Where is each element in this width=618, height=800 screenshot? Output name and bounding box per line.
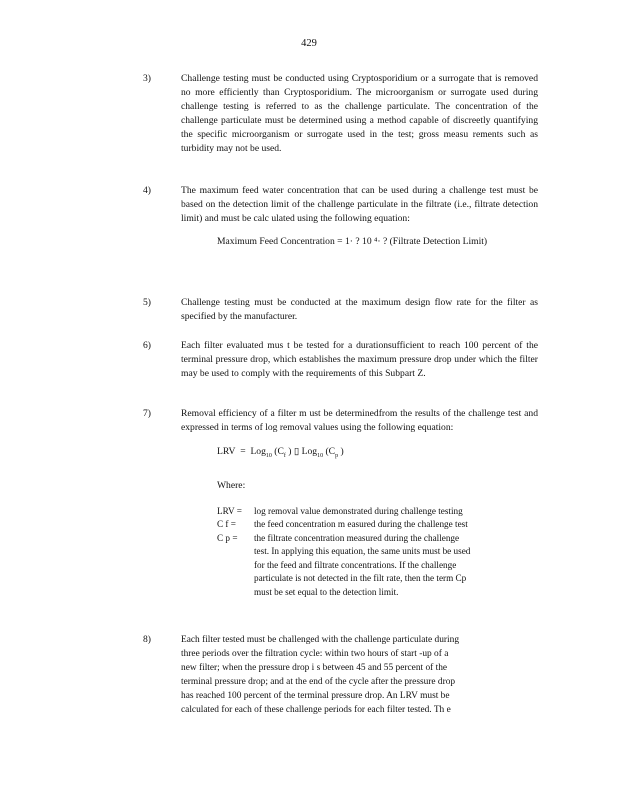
definition-note-line: must be set equal to the detection limit. [254, 586, 399, 597]
definition-term: LRV = [217, 505, 242, 516]
definition-desc: log removal value demonstrated during challenge testing [254, 505, 463, 516]
page-number: 429 [301, 38, 317, 49]
item-number: 8) [143, 634, 151, 645]
lrv-equation: LRV = Log$_{10}$ ($C_f$ ) ▯ Log$_{10}$ ($C_p$ ) [217, 446, 344, 459]
text-line: new filter; when the pressure drop i s between 45 and 55 percent of the [181, 663, 448, 673]
item-number: 5) [143, 297, 151, 308]
item-text: Challenge testing must be conducted at the maximum design flow rate for the filter as specified by the manufacturer. [181, 297, 538, 322]
text-line: has reached 100 percent of the terminal pressure drop. An LRV must be [181, 691, 450, 701]
item-number: 7) [143, 408, 151, 419]
item-text: The maximum feed water concentration that can be used during a challenge test must be based on the detection limit of the challenge particulate in the filtrate (i.e., filtrate detection limit) and must be calc ulated using the following equation: [181, 185, 538, 224]
definition-desc: the feed concentration m easured during the challenge test [254, 519, 468, 530]
definition-term: C p = [217, 532, 238, 543]
text-line: three periods over the filtration cycle: within two hours of start -up of a [181, 649, 449, 659]
definition-term: C f = [217, 519, 236, 530]
where-label: Where: [217, 479, 246, 491]
definition-row [217, 505, 538, 519]
max-feed-equation: Maximum Feed Concentration = 1· ? 10 ⁴· ? (Filtrate Detection Limit) [217, 236, 488, 247]
definition-row [217, 518, 538, 532]
text-line: Each filter tested must be challenged with the challenge particulate during [181, 635, 460, 645]
definition-note-line: for the feed and filtrate concentrations. If the challenge [254, 559, 457, 570]
item-text: Each filter evaluated mus t be tested for a durationsufficient to reach 100 percent of the terminal pressure drop, which establishes the maximum pressure drop under which the filter may be used to comply with the requirements of this Subpart Z. [181, 340, 538, 379]
definitions-list [217, 505, 538, 600]
list-item-8 [143, 633, 538, 717]
list-item-3 [143, 72, 538, 156]
definition-note-line: particulate is not detected in the filt rate, then the term Cp [254, 573, 467, 584]
item-number: 3) [143, 73, 151, 84]
item-number: 6) [143, 340, 151, 351]
list-item-6 [143, 339, 538, 381]
list-item-7 [143, 407, 538, 599]
item-text: Removal efficiency of a filter m ust be determinedfrom the results of the challenge test and expressed in terms of log removal values using the following equation: [181, 408, 538, 433]
item-text: Challenge testing must be conducted using Cryptosporidium or a surrogate that is removed no more efficiently than Cryptosporidium. The microorganism or surrogate used during challenge testing is referred to as the challenge particulate. The concentration of the challenge particulate must be determined using a method capable of discreetly quantifying the specific microorganism or surrogate used in the test; gross measu rements such as turbidity may not be used. [181, 73, 538, 154]
definition-desc: the filtrate concentration measured during the challenge [254, 532, 460, 543]
definition-note-line: test. In applying this equation, the same units must be used [254, 546, 471, 557]
text-line: terminal pressure drop; and at the end of the cycle after the pressure drop [181, 677, 456, 687]
list-item-4 [143, 184, 538, 249]
text-line: calculated for each of these challenge periods for each filter tested. Th e [181, 705, 451, 715]
item-number: 4) [143, 185, 151, 196]
list-item-5 [143, 296, 538, 324]
definition-row [217, 532, 538, 546]
item-text [181, 633, 538, 717]
